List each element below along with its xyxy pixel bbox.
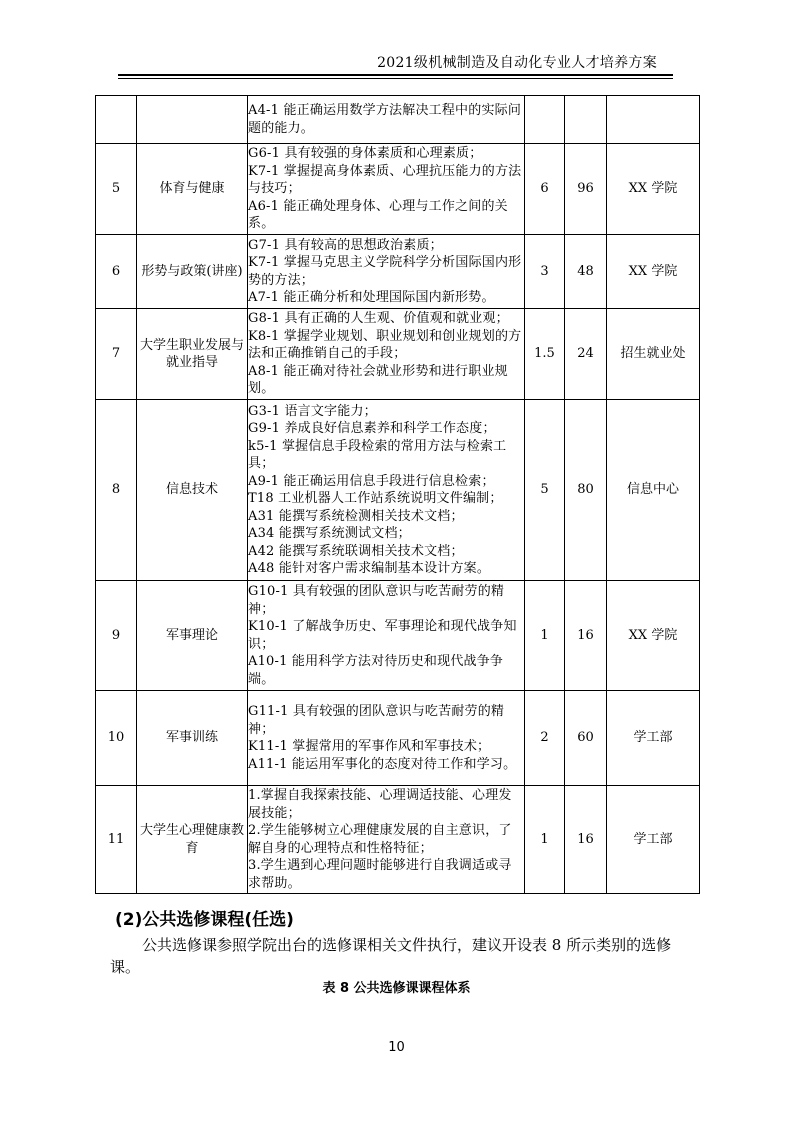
course-credits: 5 bbox=[525, 400, 565, 581]
objective-line: k5-1 掌握信息手段检索的常用方法与检索工具； bbox=[248, 438, 507, 471]
course-number: 9 bbox=[96, 581, 137, 691]
objective-line: K7-1 掌握提高身体素质、心理抗压能力的方法与技巧； bbox=[248, 163, 522, 197]
course-name: 大学生心理健康教育 bbox=[137, 786, 248, 894]
course-hours: 16 bbox=[565, 581, 607, 691]
course-number: 7 bbox=[96, 309, 137, 400]
course-department: 招生就业处 bbox=[607, 309, 700, 400]
course-credits: 2 bbox=[525, 691, 565, 786]
course-name: 体育与健康 bbox=[137, 144, 248, 235]
objective-line: 3.学生遇到心理问题时能够进行自我调适或寻求帮助。 bbox=[248, 858, 512, 891]
course-number: 5 bbox=[96, 144, 137, 235]
document-header-title: 2021级机械制造及自动化专业人才培养方案 bbox=[377, 55, 657, 71]
table-caption: 表 8 公共选修课课程体系 bbox=[322, 981, 471, 996]
header-rule-thin bbox=[118, 78, 673, 79]
table-row bbox=[96, 691, 700, 786]
course-department: 学工部 bbox=[607, 691, 700, 786]
course-objectives bbox=[248, 691, 525, 786]
objective-line: G11-1 具有较强的团队意识与吃苦耐劳的精神； bbox=[248, 704, 505, 737]
objective-line: G3-1 语言文字能力； bbox=[248, 403, 377, 419]
course-credits: 6 bbox=[525, 144, 565, 235]
course-number bbox=[96, 96, 137, 144]
objective-line: G6-1 具有较强的身体素质和心理素质； bbox=[248, 146, 483, 162]
course-number: 6 bbox=[96, 235, 137, 309]
table-row bbox=[96, 144, 700, 235]
course-department: 信息中心 bbox=[607, 400, 700, 581]
objective-line: T18 工业机器人工作站系统说明文件编制； bbox=[248, 491, 503, 506]
header-rule bbox=[118, 74, 673, 76]
course-hours: 24 bbox=[565, 309, 607, 400]
objective-line: A10-1 能用科学方法对待历史和现代战争争端。 bbox=[248, 654, 504, 687]
course-name: 军事理论 bbox=[137, 581, 248, 691]
course-credits: 1 bbox=[525, 786, 565, 894]
table-row bbox=[96, 400, 700, 581]
objective-line: G7-1 具有较高的思想政治素质； bbox=[248, 237, 443, 253]
course-name: 信息技术 bbox=[137, 400, 248, 581]
course-hours: 16 bbox=[565, 786, 607, 894]
table-row bbox=[96, 96, 700, 144]
course-credits: 1.5 bbox=[525, 309, 565, 400]
table-row bbox=[96, 309, 700, 400]
objective-line: 1.掌握自我探索技能、心理调适技能、心理发展技能； bbox=[248, 788, 512, 821]
course-objectives bbox=[248, 581, 525, 691]
course-hours bbox=[565, 96, 607, 144]
objective-line: A48 能针对客户需求编制基本设计方案。 bbox=[248, 561, 491, 576]
objective-line: A6-1 能正确处理身体、心理与工作之间的关系。 bbox=[248, 198, 508, 232]
course-credits bbox=[525, 96, 565, 144]
course-department: XX 学院 bbox=[607, 235, 700, 309]
course-number: 8 bbox=[96, 400, 137, 581]
course-hours: 80 bbox=[565, 400, 607, 581]
objective-line: G10-1 具有较强的团队意识与吃苦耐劳的精神； bbox=[248, 584, 505, 617]
course-name bbox=[137, 96, 248, 144]
course-department: XX 学院 bbox=[607, 581, 700, 691]
course-hours: 60 bbox=[565, 691, 607, 786]
objective-line: K8-1 掌握学业规划、职业规划和创业规划的方法和正确推销自己的手段； bbox=[248, 328, 522, 362]
objective-line: A9-1 能正确运用信息手段进行信息检索； bbox=[248, 473, 495, 489]
table-row bbox=[96, 581, 700, 691]
course-department: XX 学院 bbox=[607, 144, 700, 235]
objective-line: A7-1 能正确分析和处理国际国内新形势。 bbox=[248, 290, 495, 305]
course-objectives bbox=[248, 400, 525, 581]
course-objectives bbox=[248, 96, 525, 144]
section-paragraph: 公共选修课参照学院出台的选修课相关文件执行，建议开设表 8 所示类别的选修课。 bbox=[110, 936, 672, 976]
course-objectives bbox=[248, 309, 525, 400]
course-table-body bbox=[96, 96, 700, 894]
course-credits: 1 bbox=[525, 581, 565, 691]
course-name: 形势与政策(讲座) bbox=[137, 235, 248, 309]
objective-line: G8-1 具有正确的人生观、价值观和就业观； bbox=[248, 311, 509, 327]
course-hours: 48 bbox=[565, 235, 607, 309]
objective-line: A4-1 能正确运用数学方法解决工程中的实际问题的能力。 bbox=[248, 103, 522, 136]
course-name: 军事训练 bbox=[137, 691, 248, 786]
objective-line: K7-1 掌握马克思主义学院科学分析国际国内形势的方法； bbox=[248, 255, 522, 288]
objective-line: G9-1 养成良好信息素养和科学工作态度； bbox=[248, 421, 496, 436]
course-department bbox=[607, 96, 700, 144]
course-department: 学工部 bbox=[607, 786, 700, 894]
course-objectives bbox=[248, 144, 525, 235]
course-credits: 3 bbox=[525, 235, 565, 309]
table-row bbox=[96, 235, 700, 309]
course-objectives bbox=[248, 235, 525, 309]
table-row bbox=[96, 786, 700, 894]
objective-line: 2.学生能够树立心理健康发展的自主意识，了解自身的心理特点和性格特征； bbox=[248, 823, 512, 856]
page-number: 10 bbox=[388, 1040, 405, 1055]
objective-line: A11-1 能运用军事化的态度对待工作和学习。 bbox=[248, 756, 517, 772]
course-number: 11 bbox=[96, 786, 137, 894]
course-table bbox=[95, 95, 700, 894]
objective-line: A8-1 能正确对待社会就业形势和进行职业规划。 bbox=[248, 363, 508, 397]
course-objectives bbox=[248, 786, 525, 894]
objective-line: A31 能撰写系统检测相关技术文档； bbox=[248, 508, 464, 524]
course-hours: 96 bbox=[565, 144, 607, 235]
objective-line: K11-1 掌握常用的军事作风和军事技术； bbox=[248, 739, 491, 754]
objective-line: A42 能撰写系统联调相关技术文档； bbox=[248, 543, 464, 559]
objective-line: K10-1 了解战争历史、军事理论和现代战争知识； bbox=[248, 619, 517, 652]
course-number: 10 bbox=[96, 691, 137, 786]
section-heading: (2)公共选修课程(任选) bbox=[115, 910, 294, 930]
objective-line: A34 能撰写系统测试文档； bbox=[248, 526, 411, 541]
course-name: 大学生职业发展与就业指导 bbox=[137, 309, 248, 400]
